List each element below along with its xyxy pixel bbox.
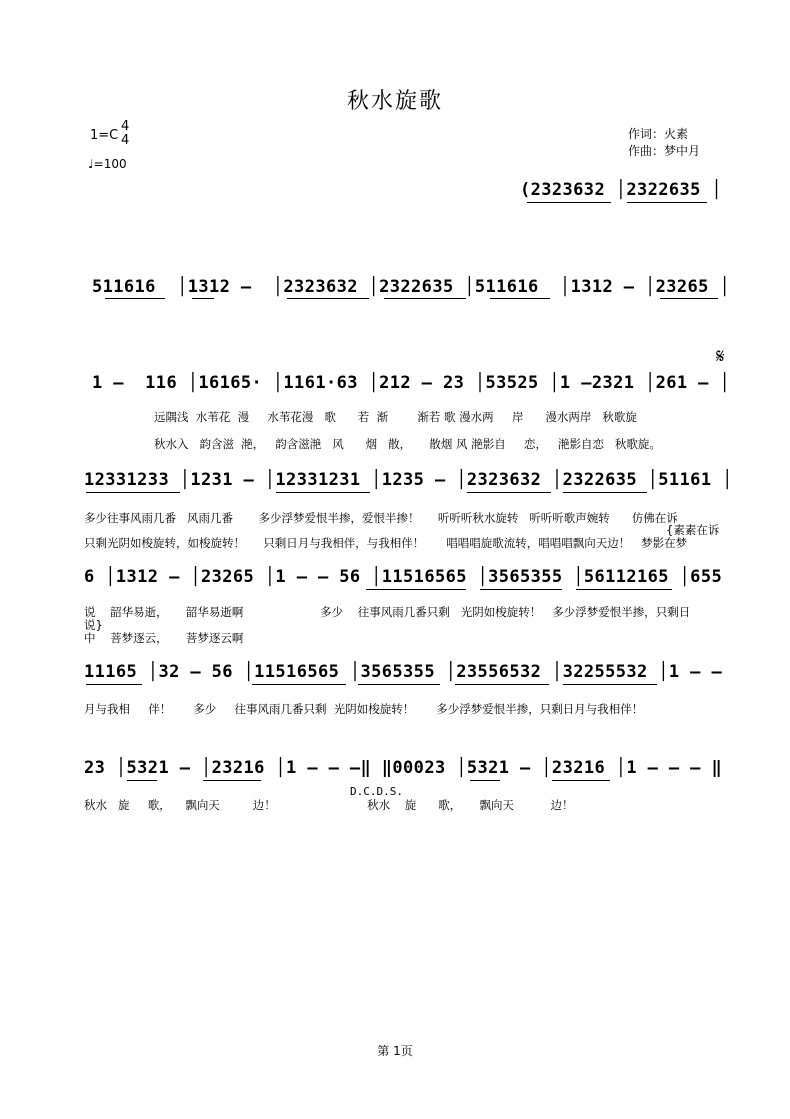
lyric-line-5: 月与我相 伴！ 多少 往事风雨几番只剩 光阴如梭旋转！ 多少浮梦爱恨半掺，只剩日月与我相伴！ xyxy=(84,702,644,716)
score-line-1: 511616 │1312 – │2323632 │2322635 │511616 │1312 – │23265 │ xyxy=(92,277,731,297)
tempo-value: =100 xyxy=(93,157,127,171)
composer: 作曲：梦中月 xyxy=(628,144,701,158)
score-line-4: 6 │1312 – │23265 │1 – – 56 │11516565 │3565355 │56112165 │655 xyxy=(84,567,723,587)
score-intro: (2323632 │2322635 │ xyxy=(520,180,723,200)
score-line-2: 1 – 116 │16165· │1161·63 │212 – 23 │53525 │1 –2321 │261 – │ xyxy=(92,373,731,393)
score-line-6: 23 │5321 – │23216 │1 – – –‖ ‖00023 │5321 – │23216 │1 – – – ‖ xyxy=(84,758,723,778)
lyric-line-4-alt: 说} xyxy=(84,618,103,632)
score-line-5: 11165 │32 – 56 │11516565 │3565355 │23556532 │32255532 │1 – – xyxy=(84,662,723,682)
tempo-marking xyxy=(88,157,127,171)
lyric-line-4-verse-1: 说 韶华易逝， 韶华易逝啊 多少 往事风雨几番只剩 光阴如梭旋转！ 多少浮梦爱恨半掺，只剩日 xyxy=(84,605,691,619)
page-number: 第 1页 xyxy=(377,1044,413,1058)
lyric-line-6: 秋水 旋 歌， 飘向天 边！ 秋水 旋 歌， 飘向天 边！ xyxy=(84,798,574,812)
lyric-line-2-verse-1: 远隅浅 水苇花 漫 水苇花漫 歌 若 渐 渐若 歌 漫水两 岸 漫水两岸 秋歌旋 xyxy=(154,410,637,424)
lyric-line-4-verse-2: 中 菩梦逐云， 菩梦逐云啊 xyxy=(84,631,244,645)
lyric-line-3-verse-2: 只剩光阴如梭旋转，如梭旋转！ 只剩日月与我相伴，与我相伴！ 唱唱唱旋歌流转，唱唱唱飘向天边！ 梦影在梦 xyxy=(84,536,688,550)
score-line-3: 12331233 │1231 – │12331231 │1235 – │2323632 │2322635 │51161 │ xyxy=(84,470,733,490)
lyricist: 作词：火素 xyxy=(628,127,689,141)
lyric-line-2-verse-2: 秋水入 韵含滋 滟， 韵含滋滟 风 烟 散， 散烟 风 滟影自 恋， 滟影自恋 秋歌旋。 xyxy=(154,437,661,451)
lyric-line-3-verse-1: 多少往事风雨几番 风雨几番 多少浮梦爱恨半掺，爱恨半掺！ 听听听秋水旋转 听听听歌声婉转 仿佛在诉 xyxy=(84,511,678,525)
meter-bottom: 4 xyxy=(121,133,130,148)
time-signature xyxy=(121,120,129,148)
segno-icon: 𝄋 xyxy=(716,344,725,368)
quarter-note-icon: ♩ xyxy=(88,157,94,171)
key-signature: 1=C xyxy=(90,128,119,143)
credits xyxy=(628,126,700,160)
meter-top: 4 xyxy=(121,119,130,134)
lyric-line-3-alt: {素素在诉 xyxy=(666,523,720,537)
dcds-marking: D.C.D.S. xyxy=(350,785,403,798)
song-title: 秋水旋歌 xyxy=(346,89,443,114)
